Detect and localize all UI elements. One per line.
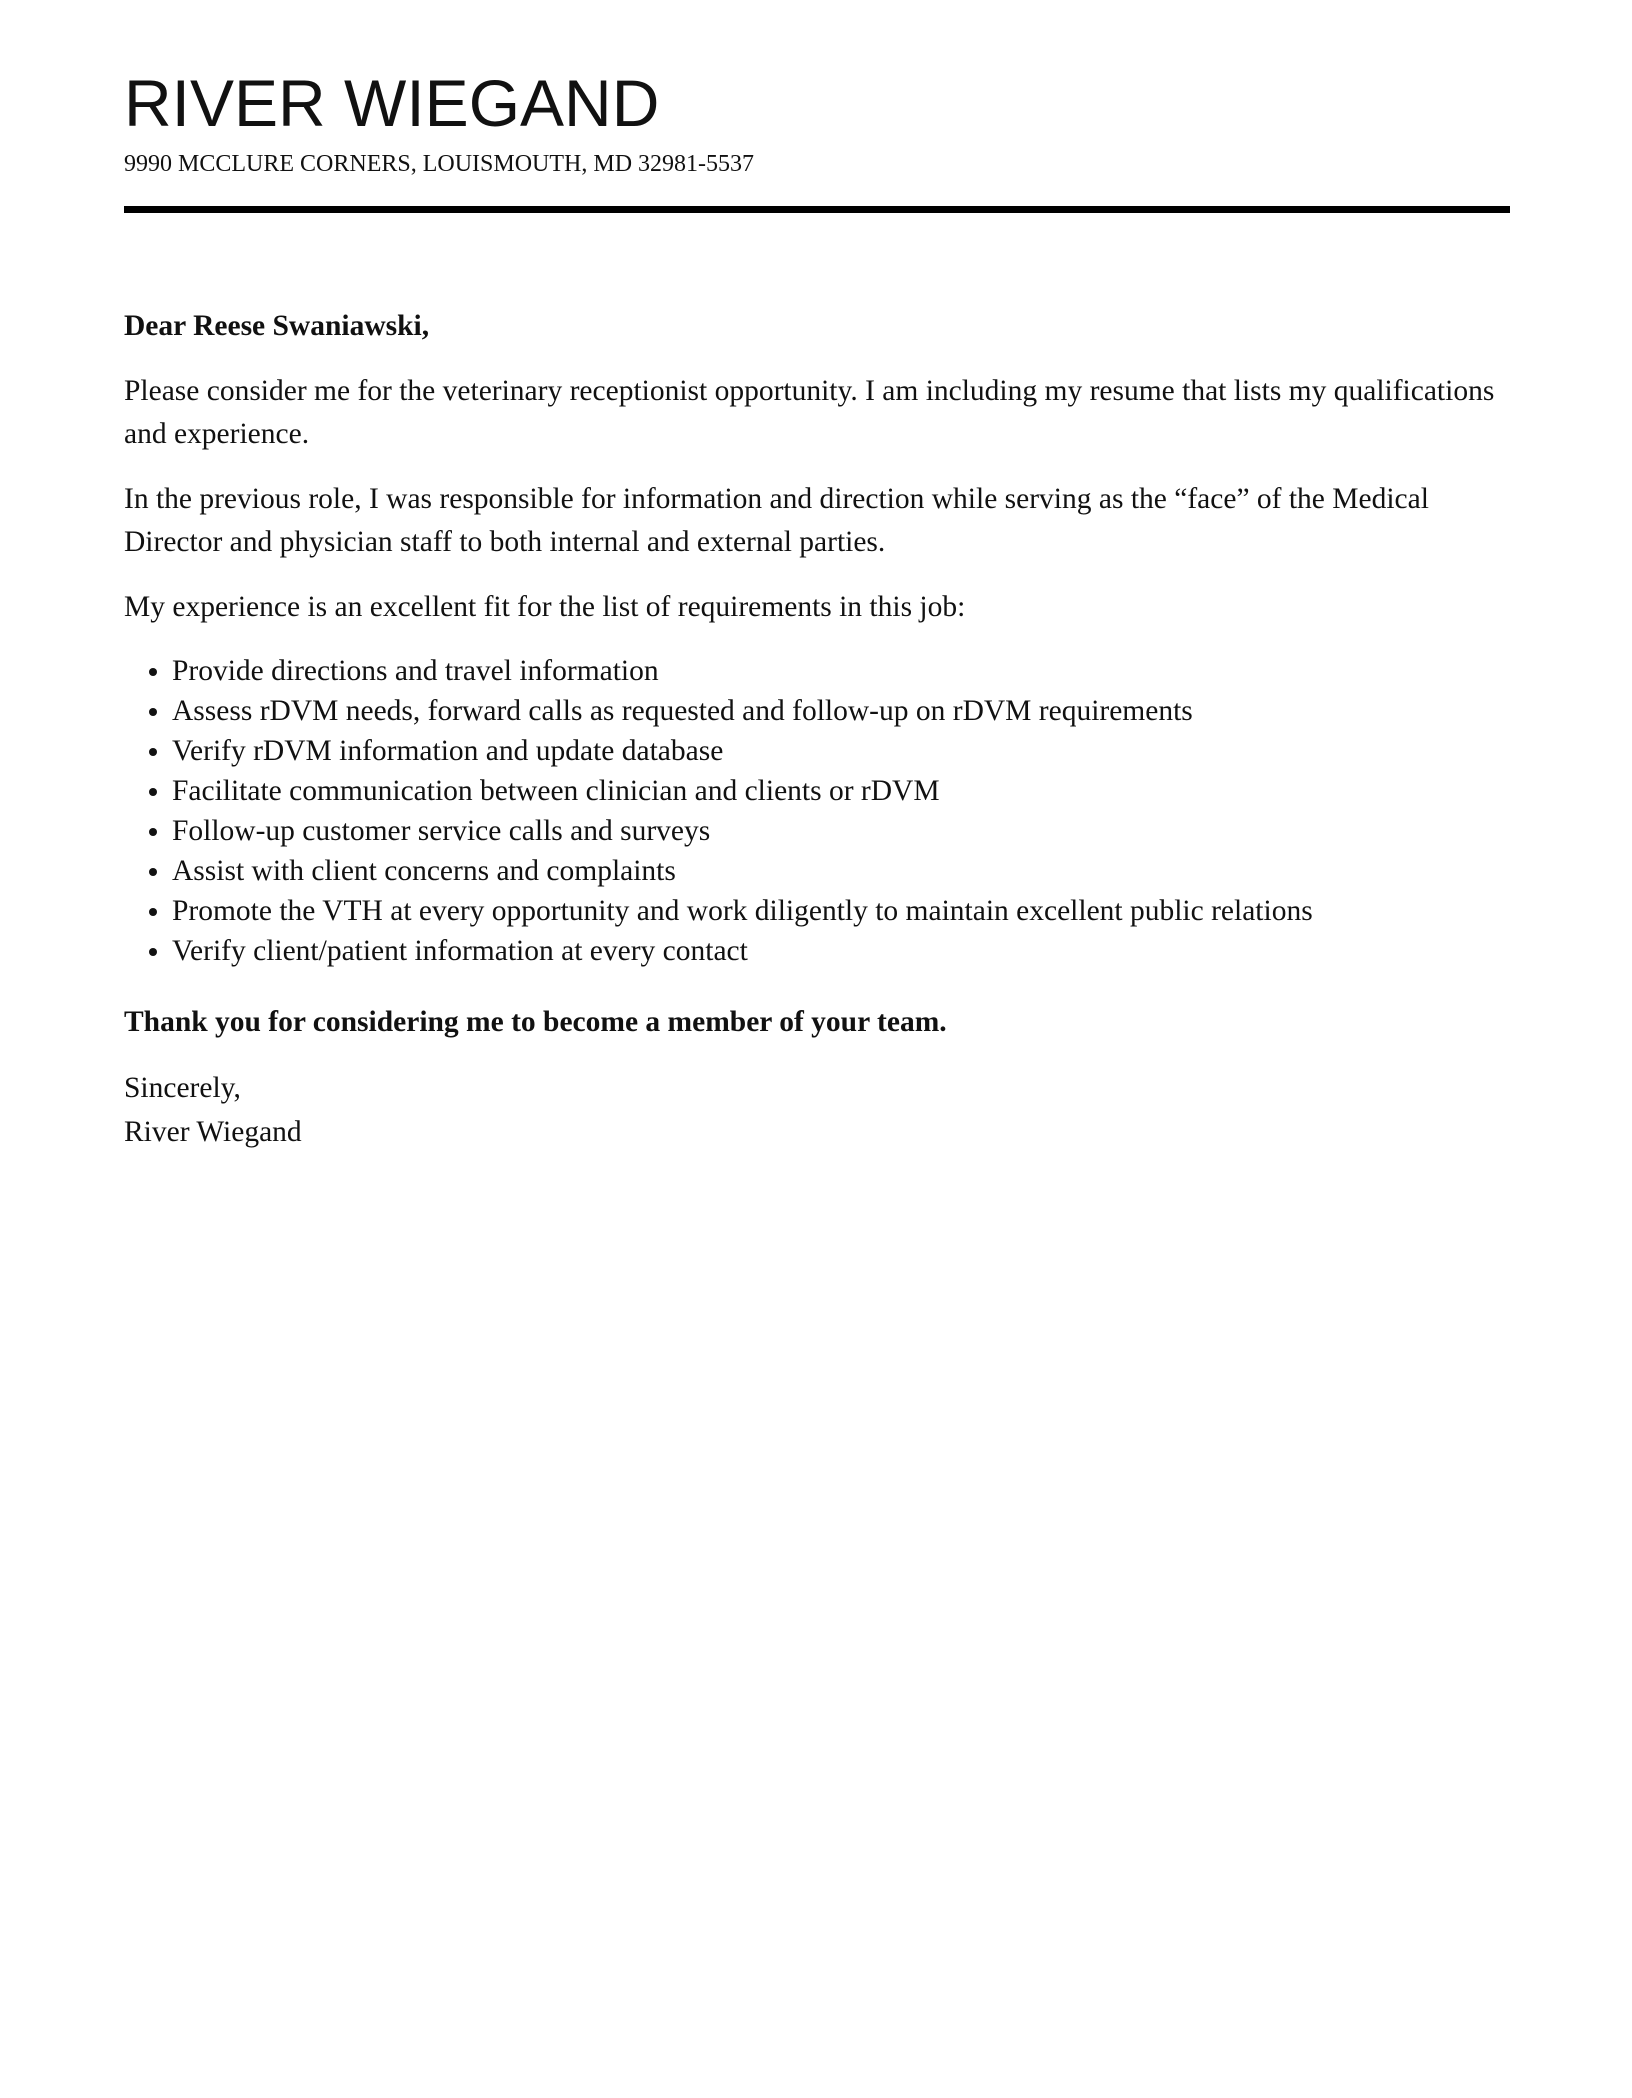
- applicant-address: 9990 MCCLURE CORNERS, LOUISMOUTH, MD 32981-5537: [124, 151, 755, 177]
- header-divider: [124, 206, 1510, 213]
- letter-body: [124, 305, 1510, 1154]
- list-item: • Facilitate communication between clinician and clients or rDVM: [172, 771, 1510, 811]
- list-item: • Follow-up customer service calls and surveys: [172, 811, 1510, 851]
- applicant-name: RIVER WIEGAND: [124, 66, 660, 140]
- signoff-text: Sincerely,: [124, 1072, 241, 1104]
- signoff: [124, 1066, 1510, 1154]
- paragraph-previous-role: In the previous role, I was responsible for information and direction while serving as the “face” of the Medical Director and physician staff to both internal and external parties.: [124, 483, 1429, 558]
- list-item: • Assist with client concerns and complaints: [172, 851, 1510, 891]
- closing-statement: Thank you for considering me to become a member of your team.: [124, 1006, 947, 1038]
- salutation: Dear Reese Swaniawski,: [124, 310, 430, 342]
- list-item: • Promote the VTH at every opportunity and work diligently to maintain excellent public relations: [172, 891, 1510, 931]
- requirements-list: [124, 651, 1510, 971]
- list-item: • Provide directions and travel information: [172, 651, 1510, 691]
- list-item: • Assess rDVM needs, forward calls as requested and follow-up on rDVM requirements: [172, 691, 1510, 731]
- list-item: • Verify rDVM information and update database: [172, 731, 1510, 771]
- list-item: • Verify client/patient information at every contact: [172, 931, 1510, 971]
- paragraph-intro: Please consider me for the veterinary receptionist opportunity. I am including my resume that lists my qualifications and experience.: [124, 375, 1495, 450]
- paragraph-requirements-intro: My experience is an excellent fit for the list of requirements in this job:: [124, 591, 966, 623]
- signature-name: River Wiegand: [124, 1116, 302, 1148]
